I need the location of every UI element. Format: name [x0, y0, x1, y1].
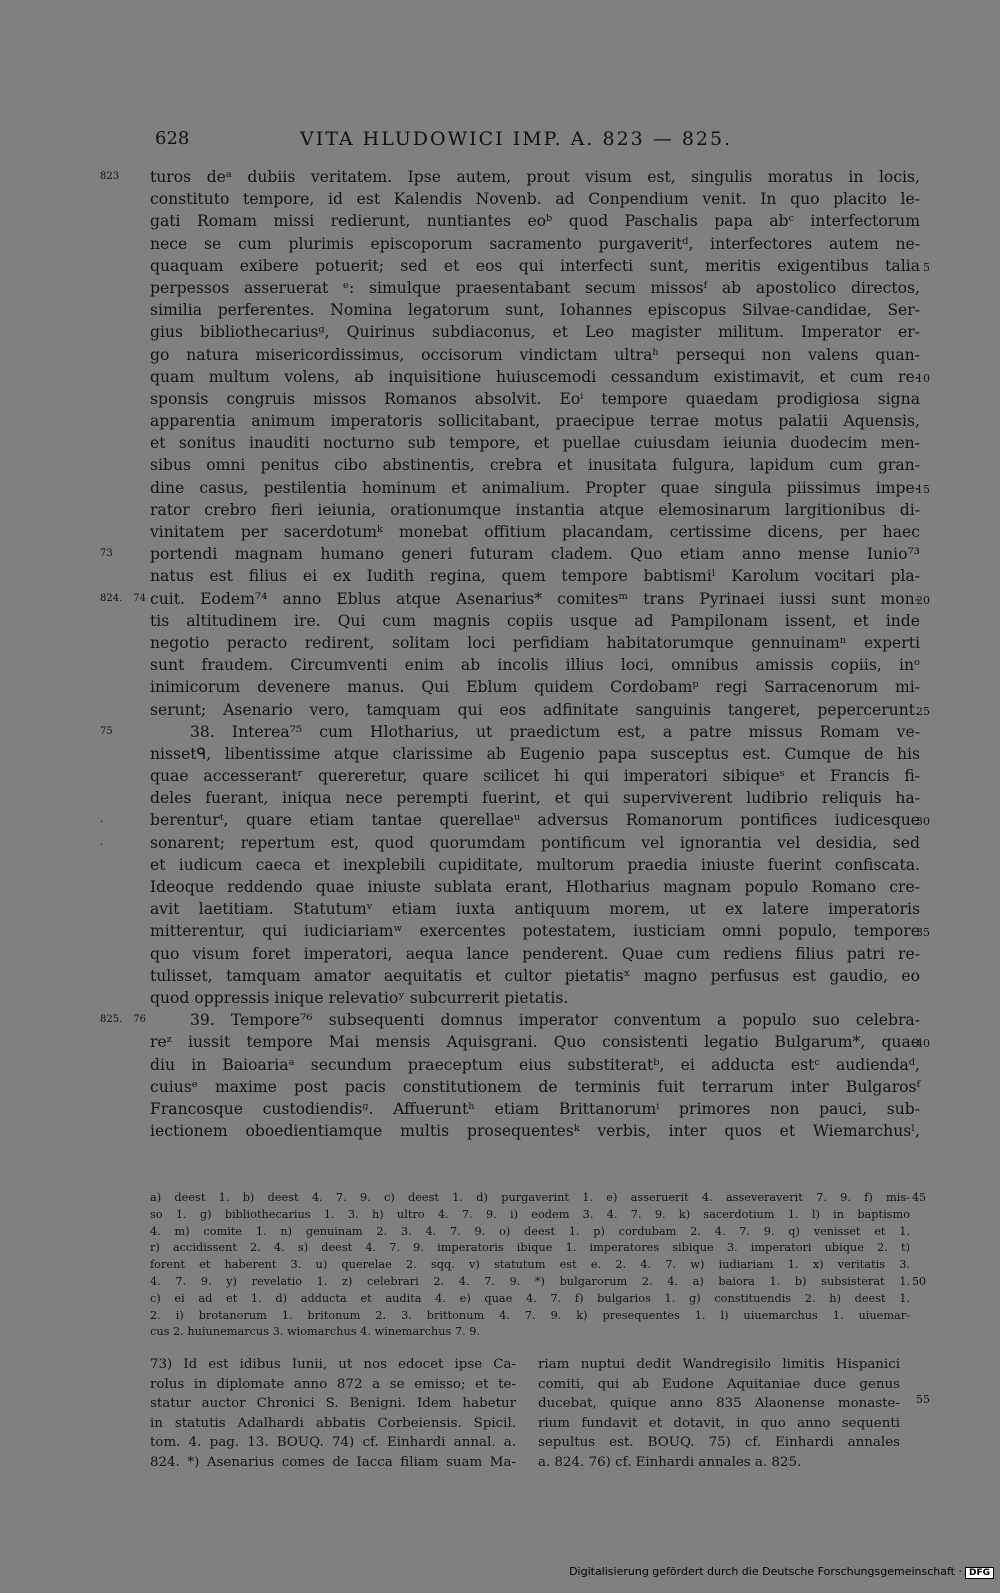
text-line-text: sonarent; repertum est, quod quorumdam pontificum vel ignorantia vel desidia, sed [150, 833, 920, 852]
text-line-text: negotio peracto redirent, solitam loci perfidiam habitatorumque gennuinamⁿ experti [150, 633, 920, 652]
text-line-text: quaquam exibere potuerit; sed et eos qui interfecti sunt, meritis exigentibus talia [150, 256, 920, 275]
text-line-text: 38. Interea⁷⁵ cum Hlotharius, ut praedictum est, a patre missus Romam ve- [190, 722, 920, 741]
text-line-text: serunt; Asenario vero, tamquam qui eos adfinitate sanguinis tangeret, pepercerunt. [150, 700, 920, 719]
margin-year-marker: . [100, 814, 104, 826]
footnote-line [538, 1355, 900, 1375]
variant-note-line-text: cus 2. huiunemarcus 3. wiomarchus 4. winemarchus 7. 9. [150, 1325, 481, 1339]
text-line-text: et sonitus inauditi nocturno sub tempore, et puellae cuiusdam ieiunia duodecim men- [150, 434, 920, 453]
text-line-text: quae accesserantʳ quereretur, quare scilicet hi qui imperatori sibiqueˢ et Francis fi- [150, 767, 920, 786]
variant-note-line [150, 1308, 910, 1325]
text-line [150, 965, 920, 987]
text-line-text: dine casus, pestilentia hominum et animalium. Propter quae singula piissimus impe- [150, 478, 920, 497]
footnote-line-text: comiti, qui ab Eudone Aquitaniae duce genus [538, 1376, 900, 1392]
text-line [150, 699, 930, 721]
text-line [150, 1076, 920, 1098]
footnote-line-number: 55 [916, 1393, 930, 1406]
variant-note-line [150, 1207, 910, 1224]
footnote-line-text: a. 824. 76) cf. Einhardi annales a. 825. [538, 1454, 802, 1470]
footnote-line [538, 1394, 900, 1414]
text-line [100, 588, 930, 610]
text-line [150, 344, 920, 366]
footnote-line-text: rium fundavit et dotavit, in quo anno sequenti [538, 1415, 900, 1431]
text-line [150, 410, 920, 432]
footnote-line-text: tom. 4. pag. 13. BOUQ. 74) cf. Einhardi annal. a. [150, 1435, 516, 1450]
text-line-text: diu in Baioariaᵃ secundum praeceptum eius substiteratᵇ, ei adducta estᶜ audiendaᵈ, [150, 1055, 920, 1074]
text-line [150, 299, 920, 321]
footnote-line [538, 1375, 900, 1395]
text-line [150, 943, 920, 965]
text-line [150, 321, 920, 343]
variant-note-line-text: 4. m) comite 1. n) genuinam 2. 3. 4. 7. 9. o) deest 1. p) cordubam 2. 4. 7. 9. q) venisset et 1. [150, 1224, 910, 1238]
text-line [150, 987, 920, 1009]
margin-year-marker: 823 [100, 171, 120, 182]
variant-note-line-text: r) accidissent 2. 4. s) deest 4. 7. 9. imperatoris ibique 1. imperatores sibique 3. imperatori ubique 2. t) [150, 1241, 910, 1255]
text-line [150, 210, 920, 232]
text-line [150, 366, 930, 388]
text-line [150, 565, 920, 587]
text-line [150, 454, 920, 476]
text-line [100, 1009, 920, 1031]
text-line-text: tulisset, tamquam amator aequitatis et cultor pietatisˣ magno perfusus est gaudio, eo [150, 966, 920, 985]
text-line-text: natus est filius ei ex Iudith regina, quem tempore babtismiˡ Karolum vocitari pla- [150, 567, 920, 586]
text-line [150, 1098, 920, 1120]
footnote-line-text: 73) Id est idibus Iunii, ut nos edocet ipse Ca- [150, 1357, 516, 1372]
variant-note-line [150, 1291, 910, 1308]
text-line-text: turos deᵃ dubiis veritatem. Ipse autem, prout visum est, singulis moratus in locis, [150, 168, 920, 186]
text-line [150, 743, 920, 765]
text-line-text: quod oppressis inique relevatioʸ subcurrerit pietatis. [150, 988, 569, 1007]
text-line [150, 610, 920, 632]
line-number: 40 [916, 1037, 930, 1051]
variant-note-line-text: forent et haberent 3. u) querelae 2. sqq. v) statutum est e. 2. 4. 7. w) iudiariam 1. x) veritatis 3. [150, 1258, 910, 1272]
variant-note-line [150, 1257, 910, 1274]
funding-notice [569, 1565, 994, 1579]
text-line-text: 39. Tempore⁷⁶ subsequenti domnus imperator conventum a populo suo celebra- [190, 1011, 920, 1030]
text-line [150, 432, 920, 454]
page-number: 628 [155, 128, 190, 149]
text-line-text: perpessos asseruerat ᵉ: simulque praesentabant secum missosᶠ ab apostolico directos, [150, 278, 920, 297]
text-line [150, 920, 930, 942]
variant-note-line-text: so 1. g) bibliothecarius 1. 3. h) ultro 4. 7. 9. i) eodem 3. 4. 7. 9. k) sacerdotium 1. l) in baptismo [150, 1207, 910, 1221]
main-text [100, 166, 930, 1142]
text-line-text: constituto tempore, id est Kalendis Novenb. ad Conpendium venit. In quo placito le- [150, 190, 920, 209]
variant-note-line-text: c) ei ad et 1. d) adducta et audita 4. e) quae 4. 7. f) bulgarios 1. g) constituendis 2. h) deest 1. [150, 1291, 910, 1305]
text-line [150, 499, 920, 521]
text-line [150, 1031, 930, 1053]
footnote-line [538, 1414, 900, 1434]
running-title: VITA HLUDOWICI IMP. A. 823 — 825. [300, 128, 733, 150]
text-line-text: nissetᑫ, libentissime atque clarissime ab Eugenio papa susceptus est. Cumque de his [150, 744, 920, 763]
margin-year-marker: . [100, 836, 104, 848]
line-number: 30 [916, 815, 930, 829]
margin-year-marker: 75 [100, 725, 113, 737]
line-number: 20 [916, 593, 930, 607]
dfg-logo: DFG [965, 1567, 994, 1579]
footnote-line-text: rolus in diplomate anno 872 a se emisso; et te- [150, 1376, 516, 1392]
text-line [150, 1120, 920, 1142]
text-line-text: cuit. Eodem⁷⁴ anno Eblus atque Asenarius* comitesᵐ trans Pyrinaei iussi sunt mon- [150, 589, 920, 608]
text-line [150, 676, 920, 698]
text-line [100, 543, 920, 565]
text-line-text: rator crebro fieri ieiunia, orationumque instantia atque elemosinarum largitionibus di- [150, 500, 920, 519]
footnote-line-text: in statutis Adalhardi abbatis Corbeiensis. Spicil. [150, 1415, 516, 1431]
text-line [100, 166, 920, 188]
footnote-line-text: sepultus est. BOUQ. 75) cf. Einhardi annales [538, 1435, 900, 1450]
page-header [150, 128, 915, 158]
text-line-text: et iudicum caeca et inexplebili cupiditate, multorum praedia iniuste fuerint confiscata. [150, 855, 920, 874]
margin-year-marker: 824. 74 [100, 592, 146, 604]
margin-year-marker: 73 [100, 548, 113, 560]
text-line [150, 1054, 920, 1076]
margin-year-marker: 825. 76 [100, 1014, 146, 1026]
text-line [150, 188, 920, 210]
footnote-line-text: statur auctor Chronici S. Benigni. Idem habetur [150, 1396, 516, 1411]
footnote-line-text: riam nuptui dedit Wandregisilo limitis Hispanici [538, 1357, 900, 1372]
text-line-text: sunt fraudem. Circumventi enim ab incolis illius loci, omnibus amissis copiis, inᵒ [150, 656, 920, 675]
text-line-text: sponsis congruis missos Romanos absolvit. Eoⁱ tempore quaedam prodigiosa signa [150, 389, 920, 408]
text-line-text: vinitatem per sacerdotumᵏ monebat offitium placandam, certissime dicens, per haec [150, 523, 920, 541]
text-line-text: inimicorum devenere manus. Qui Eblum quidem Cordobamᵖ regi Sarracenorum mi- [150, 678, 920, 697]
text-line-text: gati Romam missi redierunt, nuntiantes eoᵇ quod Paschalis papa abᶜ interfectorum [150, 212, 920, 231]
footnotes-column-right [538, 1355, 930, 1472]
text-line-text: cuiusᵉ maxime post pacis constitutionem de terminis fuit terrarum inter Bulgarosᶠ [150, 1077, 920, 1096]
text-line-text: mitterentur, qui iudiciariamʷ exercentes potestatem, iusticiam omni populo, tempore [150, 922, 920, 941]
text-line [100, 832, 920, 854]
variant-note-line-text: 4. 7. 9. y) revelatio 1. z) celebrari 2. 4. 7. 9. *) bulgarorum 2. 4. a) baiora 1. b) subsisterat 1. [150, 1274, 910, 1288]
variant-notes [150, 1190, 926, 1341]
text-line [150, 233, 920, 255]
text-line-text: deles fuerant, iniqua nece perempti fuerint, et qui superviverent ludibrio reliquis ha- [150, 789, 920, 808]
text-line [150, 898, 920, 920]
line-number: 35 [916, 926, 930, 940]
line-number: 25 [916, 704, 930, 718]
text-line-text: Francosque custodiendisᵍ. Affueruntʰ etiam Brittanorumⁱ primores non pauci, sub- [150, 1099, 920, 1118]
funding-text: Digitalisierung gefördert durch die Deutsche Forschungsgemeinschaft · [569, 1565, 962, 1578]
text-line-text: iectionem oboedientiamque multis prosequentesᵏ verbis, inter quos et Wiemarchusˡ, [150, 1122, 920, 1141]
text-line [150, 787, 920, 809]
text-line-text: nece se cum plurimis episcoporum sacramento purgaveritᵈ, interfectores autem ne- [150, 234, 920, 253]
variant-note-line [150, 1190, 926, 1207]
text-line [150, 854, 920, 876]
text-line-text: portendi magnam humano generi futuram cladem. Quo etiam anno mense Iunio⁷³ [150, 545, 920, 564]
text-line-text: berenturᵗ, quare etiam tantae querellaeᵘ adversus Romanorum pontifices iudicesque [150, 811, 920, 830]
text-line-text: gius bibliothecariusᵍ, Quirinus subdiaconus, et Leo magister militum. Imperator er- [150, 323, 920, 342]
text-line-text: sibus omni penitus cibo abstinentis, crebra et inusitata fulgura, lapidum cum gran- [150, 456, 920, 475]
text-line-text: avit laetitiam. Statutumᵛ etiam iuxta antiquum morem, ut ex latere imperatoris [150, 900, 920, 919]
line-number: 10 [916, 371, 930, 385]
variant-note-line [150, 1240, 910, 1257]
text-line [150, 765, 920, 787]
text-line-text: go natura misericordissimus, occisorum vindictam ultraʰ persequi non valens quan- [150, 345, 920, 364]
variant-note-line-text: a) deest 1. b) deest 4. 7. 9. c) deest 1. d) purgaverint 1. e) asseruerit 4. asseveraverit 7. 9. f) mis- [150, 1191, 910, 1204]
line-number: 45 [912, 1191, 926, 1204]
text-line-text: apparentia animum imperatoris sollicitabant, praecipue terrae motus palatii Aquensis, [150, 412, 920, 431]
text-line [100, 809, 930, 831]
footnote-line [150, 1414, 516, 1434]
text-line [150, 477, 930, 499]
text-line [150, 654, 920, 676]
footnote-line-text: ducebat, quique anno 835 Alaonense monaste- [538, 1396, 900, 1411]
text-line [150, 388, 920, 410]
line-number: 50 [912, 1274, 926, 1288]
footnotes-column-left [150, 1355, 516, 1472]
text-line-text: tis altitudinem ire. Qui cum magnis copiis usque ad Pampilonam issent, et inde [150, 611, 920, 630]
text-line [150, 521, 920, 543]
text-line [150, 876, 920, 898]
text-line-text: quam multum volens, ab inquisitione huiuscemodi cessandum existimavit, et cum re- [150, 367, 920, 386]
footnote-line [150, 1433, 516, 1453]
footnote-line [538, 1453, 900, 1473]
line-number: 5 [923, 260, 930, 274]
text-line [100, 721, 920, 743]
line-number: 15 [916, 482, 930, 496]
text-line-text: Ideoque reddendo quae iniuste sublata erant, Hlotharius magnam populo Romano cre- [150, 878, 920, 896]
footnote-line [150, 1453, 516, 1473]
text-line [150, 632, 920, 654]
variant-note-line [150, 1324, 910, 1341]
variant-note-line [150, 1224, 910, 1241]
footnote-line [150, 1355, 516, 1375]
variant-note-line-text: 2. i) brotanorum 1. britonum 2. 3. brittonum 4. 7. 9. k) presequentes 1. l) uiuemarchus 1. uiuemar- [150, 1308, 910, 1322]
text-line [150, 277, 920, 299]
footnote-line [538, 1433, 900, 1453]
text-line-text: reᶻ iussit tempore Mai mensis Aquisgrani. Quo consistenti legatio Bulgarum*, quae [150, 1033, 920, 1052]
footnote-line [150, 1394, 516, 1414]
footnote-line-text: 824. *) Asenarius comes de Iacca filiam suam Ma- [150, 1454, 516, 1470]
text-line-text: similia perferentes. Nomina legatorum sunt, Iohannes episcopus Silvae-candidae, Ser- [150, 301, 920, 320]
variant-note-line [150, 1274, 926, 1291]
text-line [150, 255, 930, 277]
text-line-text: quo visum foret imperatori, aequa lance penderent. Quae cum rediens filius patri re- [150, 944, 920, 963]
footnote-line [150, 1375, 516, 1395]
